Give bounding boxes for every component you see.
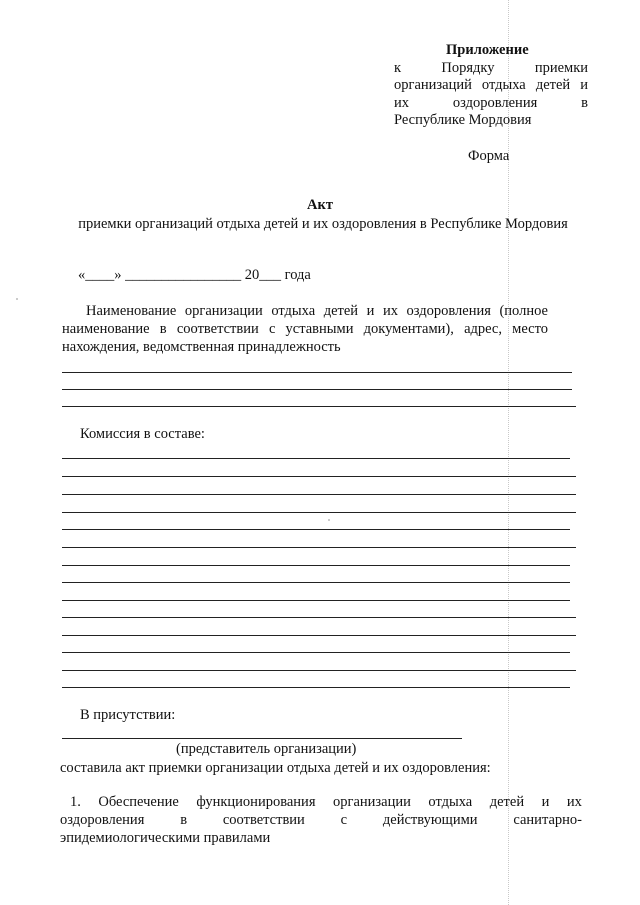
appendix-line-3: их оздоровления в xyxy=(394,95,588,111)
act-subtitle: приемки организаций отдыха детей и их оздоровления в Республике Мордовия xyxy=(78,216,568,232)
scan-edge-artifact xyxy=(508,0,509,905)
blank-line[interactable] xyxy=(62,458,570,459)
org-name-line-1: Наименование организации отдыха детей и их оздоровления (полное xyxy=(86,303,548,319)
scan-speck xyxy=(16,298,18,300)
blank-line[interactable] xyxy=(62,635,576,636)
blank-line[interactable] xyxy=(62,670,576,671)
act-title: Акт xyxy=(307,197,333,213)
org-name-line-2: наименование в соответствии с уставными документами), адрес, место xyxy=(62,321,548,337)
blank-line[interactable] xyxy=(62,565,570,566)
blank-line[interactable] xyxy=(62,476,576,477)
blank-line[interactable] xyxy=(62,582,570,583)
blank-line[interactable] xyxy=(62,738,462,739)
org-name-line-3: нахождения, ведомственная принадлежность xyxy=(62,339,341,355)
appendix-line-4: Республике Мордовия xyxy=(394,112,532,128)
blank-line[interactable] xyxy=(62,372,572,373)
item-1-line-1: 1. Обеспечение функционирования организации отдыха детей и их xyxy=(70,794,582,810)
blank-line[interactable] xyxy=(62,547,576,548)
blank-line[interactable] xyxy=(62,389,572,390)
representative-caption: (представитель организации) xyxy=(176,741,357,757)
blank-line[interactable] xyxy=(62,512,576,513)
form-label: Форма xyxy=(468,148,510,164)
commission-label: Комиссия в составе: xyxy=(80,426,205,442)
blank-line[interactable] xyxy=(62,529,570,530)
item-1-line-2: оздоровления в соответствии с действующими санитарно- xyxy=(60,812,582,828)
scan-speck xyxy=(328,519,330,521)
item-1-line-3: эпидемиологическими правилами xyxy=(60,830,271,846)
presence-label: В присутствии: xyxy=(80,707,176,723)
blank-line[interactable] xyxy=(62,494,576,495)
blank-line[interactable] xyxy=(62,617,576,618)
blank-line[interactable] xyxy=(62,687,570,688)
blank-line[interactable] xyxy=(62,652,570,653)
appendix-line-1: к Порядку приемки xyxy=(394,60,588,76)
blank-line[interactable] xyxy=(62,406,576,407)
appendix-line-2: организаций отдыха детей и xyxy=(394,77,588,93)
date-line: «____» ________________ 20___ года xyxy=(78,267,311,283)
blank-line[interactable] xyxy=(62,600,570,601)
composed-text: составила акт приемки организации отдыха детей и их оздоровления: xyxy=(60,760,491,776)
appendix-title: Приложение xyxy=(446,42,529,58)
